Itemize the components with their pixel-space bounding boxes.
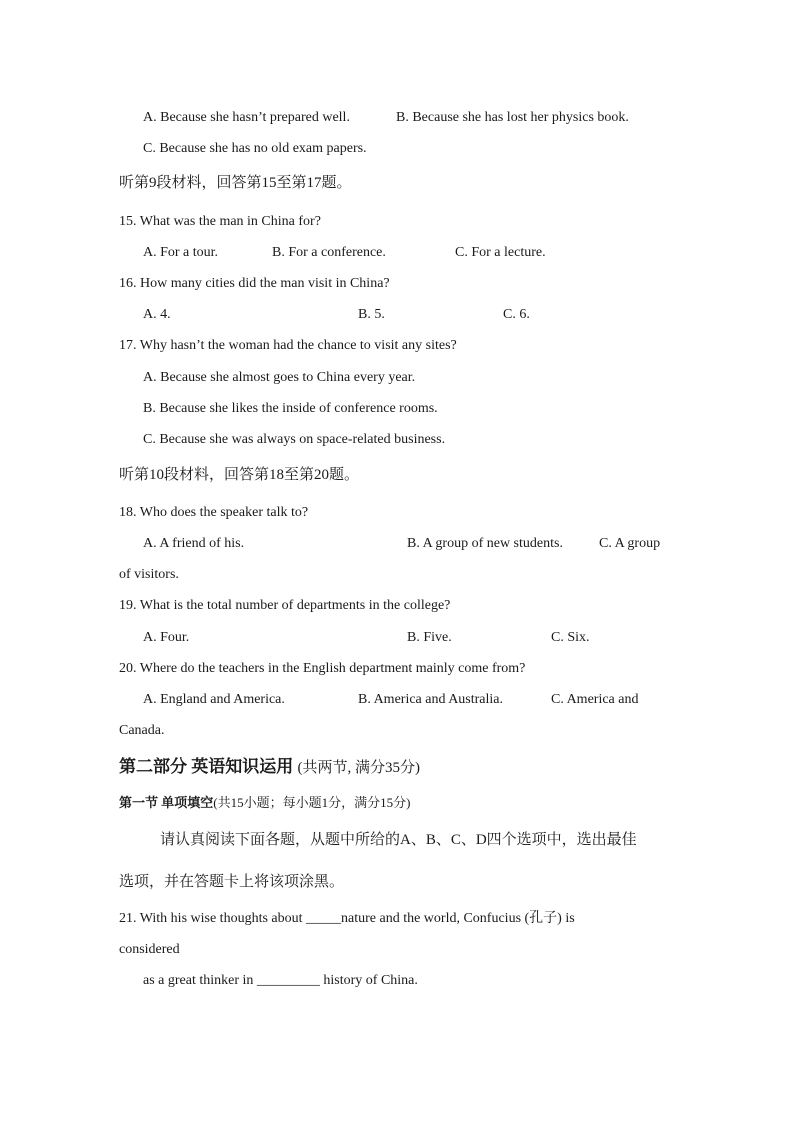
q18-option-b: B. A group of new students. [407, 536, 563, 551]
q15-stem: 15. What was the man in China for? [119, 214, 321, 229]
q18-option-c-cont: of visitors. [119, 567, 179, 582]
sec1-heading [119, 794, 410, 812]
q21-line1: 21. With his wise thoughts about _____nature and the world, Confucius (孔子) is [119, 911, 575, 926]
q16-stem: 16. How many cities did the man visit in China? [119, 276, 390, 291]
q14-option-a: A. Because she hasn’t prepared well. [143, 110, 350, 125]
q14-option-b: B. Because she has lost her physics book. [396, 110, 629, 125]
q21-line3: as a great thinker in _________ history of China. [143, 973, 418, 988]
section9-header: 听第9段材料，回答第15至第17题。 [119, 175, 352, 191]
q20-stem: 20. Where do the teachers in the English department mainly come from? [119, 661, 526, 676]
part2-heading [119, 757, 420, 778]
q19-option-c: C. Six. [551, 630, 590, 645]
q20-option-c: C. America and [551, 692, 639, 707]
section10-header: 听第10段材料，回答第18至第20题。 [119, 467, 360, 483]
q17-option-b: B. Because she likes the inside of conference rooms. [143, 401, 438, 416]
q19-option-b: B. Five. [407, 630, 452, 645]
q16-option-b: B. 5. [358, 307, 385, 322]
instruction-line1: 请认真阅读下面各题，从题中所给的A、B、C、D四个选项中，选出最佳 [160, 832, 637, 848]
q20-option-a: A. England and America. [143, 692, 285, 707]
q18-option-a: A. A friend of his. [143, 536, 245, 551]
q18-stem: 18. Who does the speaker talk to? [119, 505, 309, 520]
q17-option-a: A. Because she almost goes to China every year. [143, 370, 416, 385]
instruction-line2: 选项，并在答题卡上将该项涂黑。 [119, 874, 345, 890]
q16-option-c: C. 6. [503, 307, 530, 322]
part2-title: 第二部分 英语知识运用 [119, 757, 294, 776]
sec1-note: (共15小题；每小题1分，满分15分) [213, 795, 411, 810]
q21-line2: considered [119, 942, 180, 957]
q19-option-a: A. Four. [143, 630, 190, 645]
q17-option-c: C. Because she was always on space-related business. [143, 432, 446, 447]
q20-option-b: B. America and Australia. [358, 692, 504, 707]
q19-stem: 19. What is the total number of departments in the college? [119, 598, 451, 613]
part2-note: (共两节, 满分35分) [297, 760, 420, 776]
q15-option-a: A. For a tour. [143, 245, 219, 260]
q15-option-c: C. For a lecture. [455, 245, 546, 260]
q17-stem: 17. Why hasn’t the woman had the chance to visit any sites? [119, 338, 457, 353]
q15-option-b: B. For a conference. [272, 245, 386, 260]
sec1-title: 第一节 单项填空 [119, 795, 214, 810]
q18-option-c: C. A group [599, 536, 661, 551]
q16-option-a: A. 4. [143, 307, 171, 322]
q20-option-c-cont: Canada. [119, 723, 165, 738]
q14-option-c: C. Because she has no old exam papers. [143, 141, 367, 156]
